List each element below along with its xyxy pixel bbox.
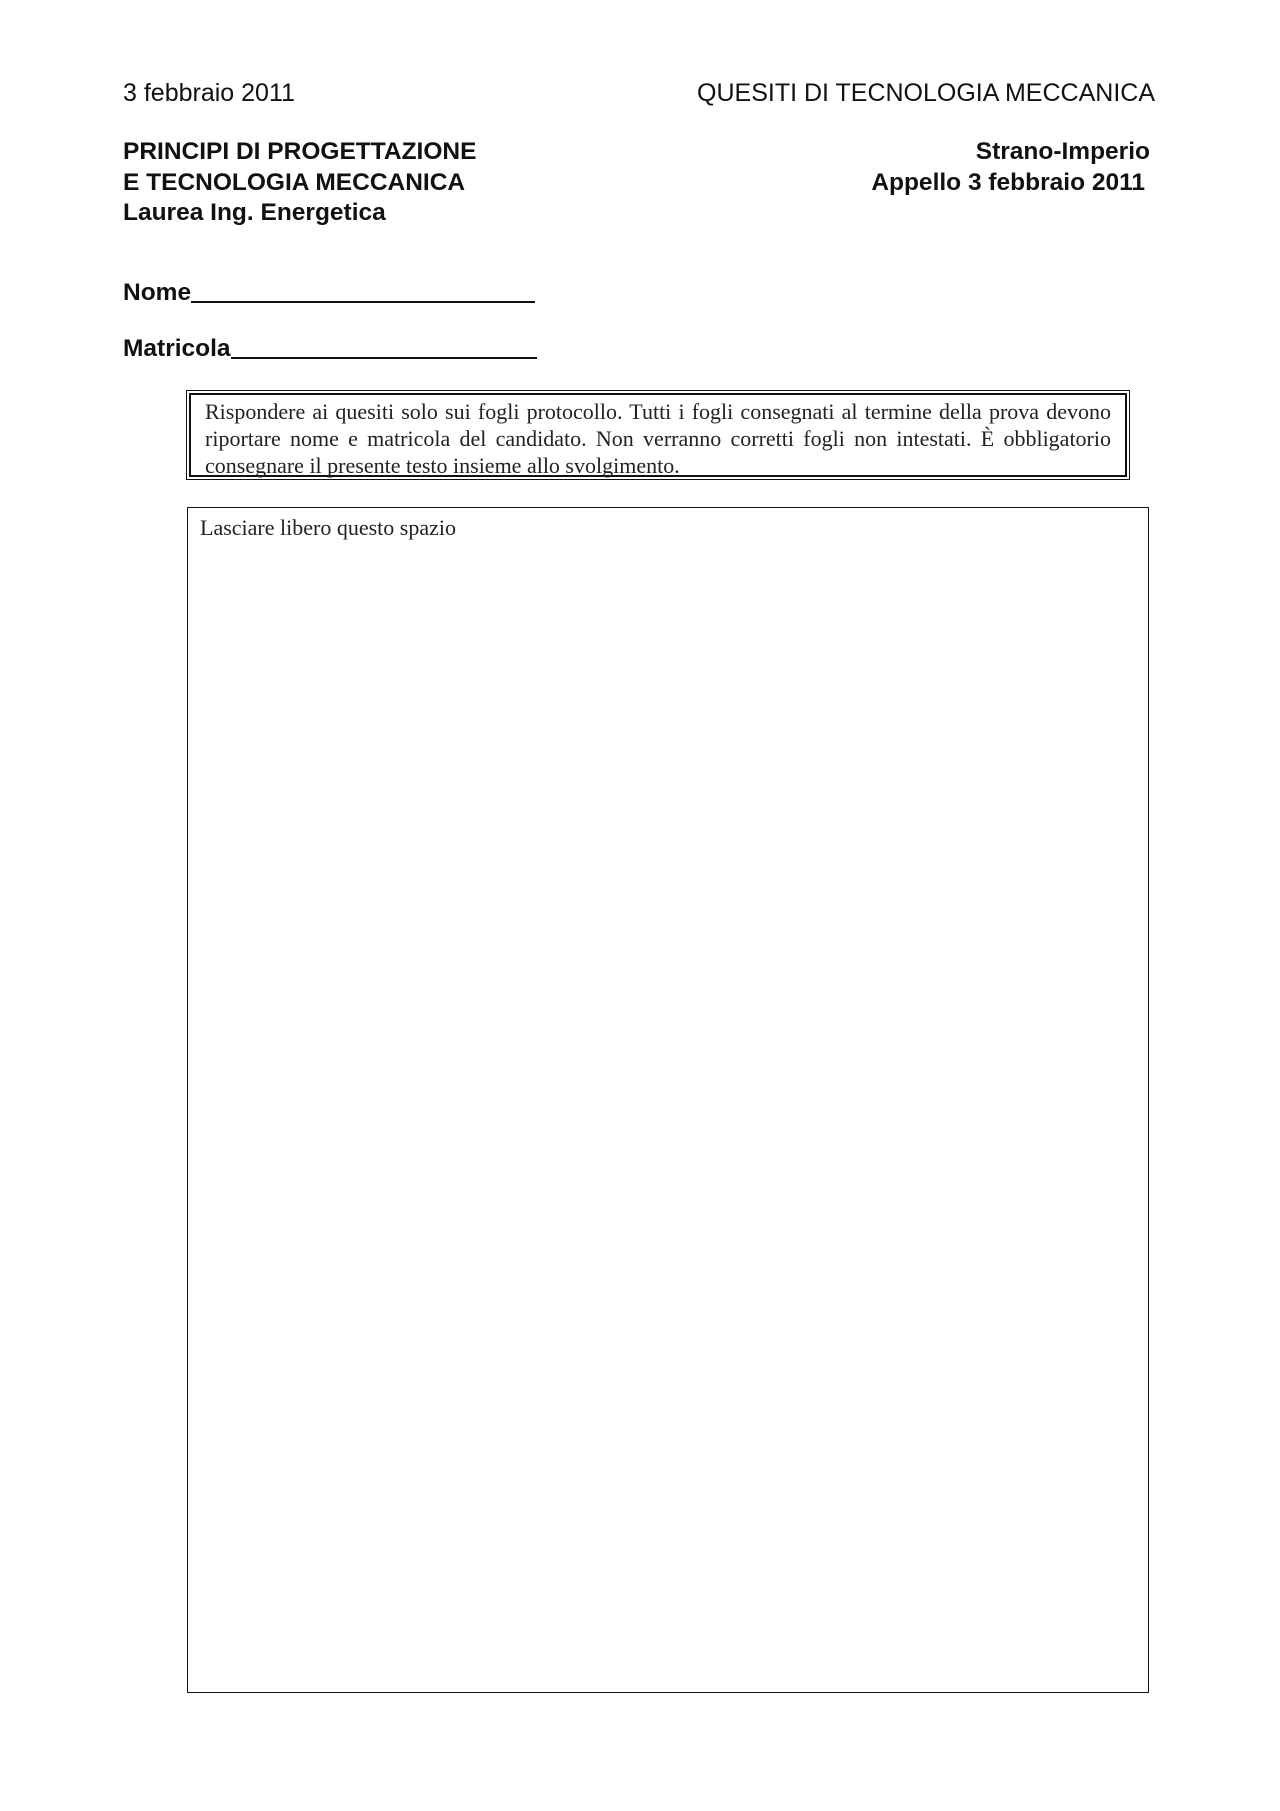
course-title-line-1: PRINCIPI DI PROGETTAZIONE — [123, 138, 477, 165]
name-field[interactable] — [123, 278, 535, 308]
exam-session: Appello 3 febbraio 2011 — [871, 168, 1145, 196]
reserved-space-box — [187, 507, 1149, 1693]
student-id-label: Matricola — [123, 335, 231, 362]
exam-authors: Strano-Imperio — [975, 138, 1150, 165]
student-id-blank-line[interactable] — [231, 357, 537, 359]
course-info — [123, 137, 476, 229]
running-header — [123, 78, 1155, 108]
name-blank-line[interactable] — [191, 301, 535, 303]
student-id-field[interactable] — [123, 334, 537, 364]
instructions-text: Rispondere ai quesiti solo sui fogli protocollo. Tutti i fogli consegnati al termine della prova devono riportare nome e matricola del candidato. Non verranno corretti fogli non intestati. È obbligatorio consegnare il presente testo insieme allo svolgimento. — [189, 393, 1127, 477]
header-date: 3 febbraio 2011 — [123, 79, 295, 107]
reserved-space-hint: Lasciare libero questo spazio — [200, 515, 456, 540]
header-series-title: QUESITI DI TECNOLOGIA MECCANICA — [697, 79, 1155, 107]
name-label: Nome — [123, 279, 192, 306]
instructions-box — [186, 390, 1130, 480]
degree-program: Laurea Ing. Energetica — [123, 199, 386, 226]
course-title-line-2: E TECNOLOGIA MECCANICA — [123, 168, 466, 196]
exam-info — [871, 137, 1150, 198]
